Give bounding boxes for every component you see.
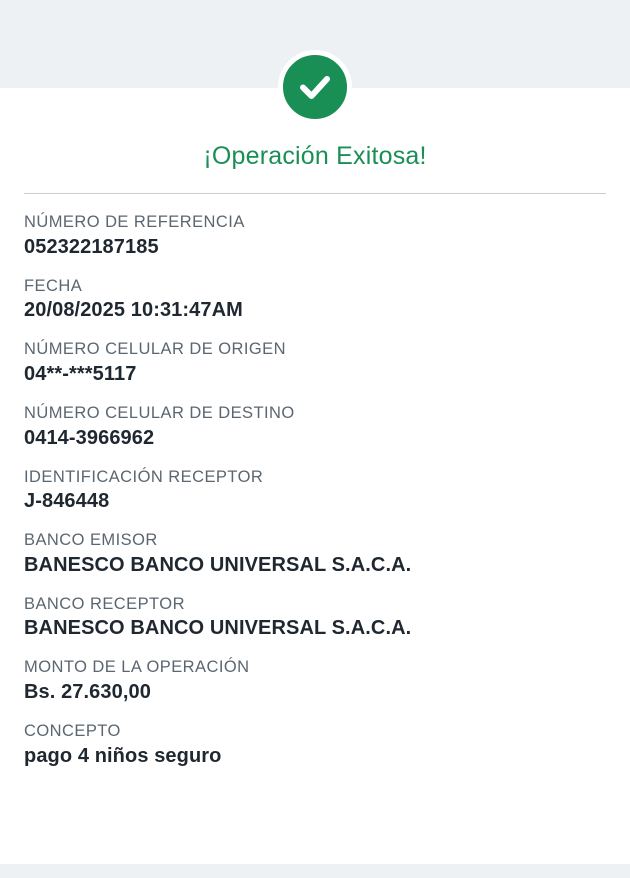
field-label: IDENTIFICACIÓN RECEPTOR	[24, 467, 264, 486]
field-label: BANCO RECEPTOR	[24, 594, 185, 613]
field-concepto	[24, 721, 606, 769]
check-circle-icon	[278, 50, 352, 124]
field-label: CONCEPTO	[24, 722, 121, 740]
field-numero-celular-de-destino	[24, 403, 606, 451]
field-value: BANESCO BANCO UNIVERSAL S.A.C.A.	[24, 553, 412, 576]
field-label: NÚMERO CELULAR DE DESTINO	[24, 403, 295, 422]
field-banco-receptor	[24, 594, 606, 642]
field-value: 04**-***5117	[24, 362, 137, 385]
success-icon-wrapper	[0, 50, 630, 128]
field-value: pago 4 niños seguro	[24, 744, 222, 767]
field-banco-emisor	[24, 530, 606, 578]
field-value: Bs. 27.630,00	[24, 681, 151, 703]
divider	[24, 193, 606, 194]
field-value: 20/08/2025 10:31:47AM	[24, 299, 243, 322]
field-label: NÚMERO DE REFERENCIA	[24, 213, 245, 231]
field-numero-celular-de-origen	[24, 339, 606, 387]
field-value: BANESCO BANCO UNIVERSAL S.A.C.A.	[24, 617, 412, 640]
footer-band	[0, 864, 630, 878]
field-value: 052322187185	[24, 235, 159, 258]
field-label: FECHA	[24, 276, 83, 295]
page-title: ¡Operación Exitosa!	[203, 142, 427, 170]
field-value: 0414-3966962	[24, 426, 155, 449]
field-value: J-846448	[24, 490, 110, 513]
field-label: NÚMERO CELULAR DE ORIGEN	[24, 340, 287, 359]
field-label: MONTO DE LA OPERACIÓN	[24, 658, 250, 677]
field-fecha	[24, 276, 606, 324]
field-label: BANCO EMISOR	[24, 531, 158, 550]
field-monto-de-la-operacion	[24, 657, 606, 705]
field-numero-de-referencia	[24, 212, 606, 260]
receipt-content	[0, 128, 630, 785]
field-identificacion-receptor	[24, 467, 606, 515]
